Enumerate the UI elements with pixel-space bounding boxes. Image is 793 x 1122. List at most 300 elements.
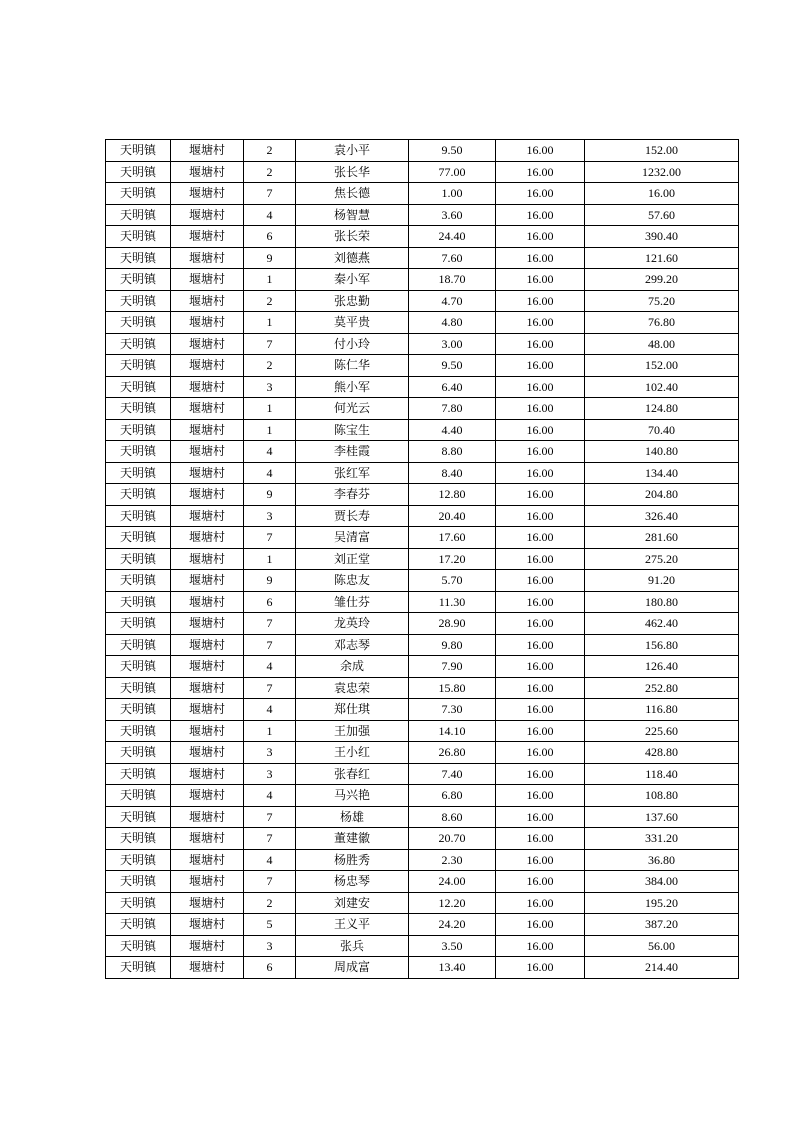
cell-group: 3: [244, 505, 296, 527]
cell-name: 杨智慧: [296, 204, 409, 226]
cell-unit-price: 16.00: [496, 376, 585, 398]
cell-group: 4: [244, 849, 296, 871]
cell-town: 天明镇: [106, 505, 171, 527]
cell-total: 225.60: [585, 720, 739, 742]
cell-quantity: 77.00: [409, 161, 496, 183]
cell-name: 杨雄: [296, 806, 409, 828]
cell-total: 124.80: [585, 398, 739, 420]
table-row: [106, 398, 739, 420]
table-row: [106, 333, 739, 355]
cell-group: 6: [244, 591, 296, 613]
cell-group: 7: [244, 613, 296, 635]
cell-town: 天明镇: [106, 527, 171, 549]
cell-group: 1: [244, 312, 296, 334]
cell-unit-price: 16.00: [496, 505, 585, 527]
cell-quantity: 26.80: [409, 742, 496, 764]
cell-name: 周成富: [296, 957, 409, 979]
cell-town: 天明镇: [106, 828, 171, 850]
cell-group: 7: [244, 527, 296, 549]
cell-quantity: 20.40: [409, 505, 496, 527]
cell-total: 152.00: [585, 140, 739, 162]
cell-quantity: 5.70: [409, 570, 496, 592]
cell-group: 7: [244, 871, 296, 893]
cell-town: 天明镇: [106, 333, 171, 355]
cell-total: 16.00: [585, 183, 739, 205]
table-row: [106, 247, 739, 269]
cell-unit-price: 16.00: [496, 634, 585, 656]
cell-total: 195.20: [585, 892, 739, 914]
cell-village: 堰塘村: [171, 763, 244, 785]
cell-village: 堰塘村: [171, 699, 244, 721]
cell-name: 余成: [296, 656, 409, 678]
cell-unit-price: 16.00: [496, 570, 585, 592]
cell-name: 刘建安: [296, 892, 409, 914]
cell-quantity: 9.50: [409, 355, 496, 377]
cell-unit-price: 16.00: [496, 656, 585, 678]
cell-group: 6: [244, 957, 296, 979]
cell-total: 462.40: [585, 613, 739, 635]
table-row: [106, 914, 739, 936]
cell-group: 3: [244, 763, 296, 785]
cell-name: 王小红: [296, 742, 409, 764]
cell-village: 堰塘村: [171, 204, 244, 226]
cell-group: 1: [244, 269, 296, 291]
cell-town: 天明镇: [106, 634, 171, 656]
cell-unit-price: 16.00: [496, 204, 585, 226]
cell-village: 堰塘村: [171, 398, 244, 420]
cell-town: 天明镇: [106, 613, 171, 635]
cell-name: 刘德燕: [296, 247, 409, 269]
cell-name: 王义平: [296, 914, 409, 936]
cell-group: 1: [244, 419, 296, 441]
cell-name: 张兵: [296, 935, 409, 957]
cell-total: 126.40: [585, 656, 739, 678]
cell-village: 堰塘村: [171, 806, 244, 828]
cell-name: 吴清富: [296, 527, 409, 549]
cell-quantity: 8.80: [409, 441, 496, 463]
cell-quantity: 8.60: [409, 806, 496, 828]
cell-quantity: 18.70: [409, 269, 496, 291]
table-row: [106, 548, 739, 570]
cell-quantity: 6.40: [409, 376, 496, 398]
table-row: [106, 140, 739, 162]
table-row: [106, 763, 739, 785]
table-row: [106, 527, 739, 549]
cell-town: 天明镇: [106, 226, 171, 248]
cell-total: 116.80: [585, 699, 739, 721]
cell-total: 428.80: [585, 742, 739, 764]
cell-village: 堰塘村: [171, 720, 244, 742]
cell-group: 7: [244, 828, 296, 850]
cell-total: 384.00: [585, 871, 739, 893]
cell-quantity: 7.30: [409, 699, 496, 721]
cell-village: 堰塘村: [171, 892, 244, 914]
cell-village: 堰塘村: [171, 484, 244, 506]
cell-total: 108.80: [585, 785, 739, 807]
cell-quantity: 15.80: [409, 677, 496, 699]
cell-name: 贾长寿: [296, 505, 409, 527]
cell-total: 137.60: [585, 806, 739, 828]
cell-quantity: 3.50: [409, 935, 496, 957]
cell-total: 75.20: [585, 290, 739, 312]
cell-quantity: 24.40: [409, 226, 496, 248]
cell-total: 91.20: [585, 570, 739, 592]
cell-village: 堰塘村: [171, 656, 244, 678]
cell-unit-price: 16.00: [496, 935, 585, 957]
cell-unit-price: 16.00: [496, 183, 585, 205]
cell-group: 1: [244, 548, 296, 570]
cell-unit-price: 16.00: [496, 247, 585, 269]
cell-total: 299.20: [585, 269, 739, 291]
cell-unit-price: 16.00: [496, 419, 585, 441]
cell-group: 2: [244, 161, 296, 183]
cell-town: 天明镇: [106, 935, 171, 957]
cell-group: 3: [244, 935, 296, 957]
table-row: [106, 785, 739, 807]
cell-group: 2: [244, 892, 296, 914]
cell-village: 堰塘村: [171, 677, 244, 699]
cell-unit-price: 16.00: [496, 957, 585, 979]
cell-total: 156.80: [585, 634, 739, 656]
cell-group: 4: [244, 699, 296, 721]
cell-village: 堰塘村: [171, 570, 244, 592]
cell-town: 天明镇: [106, 699, 171, 721]
cell-unit-price: 16.00: [496, 699, 585, 721]
cell-quantity: 7.40: [409, 763, 496, 785]
cell-village: 堰塘村: [171, 441, 244, 463]
cell-town: 天明镇: [106, 419, 171, 441]
cell-quantity: 4.40: [409, 419, 496, 441]
cell-unit-price: 16.00: [496, 226, 585, 248]
table-row: [106, 204, 739, 226]
table-row: [106, 419, 739, 441]
cell-village: 堰塘村: [171, 419, 244, 441]
cell-town: 天明镇: [106, 677, 171, 699]
cell-group: 9: [244, 570, 296, 592]
cell-village: 堰塘村: [171, 269, 244, 291]
cell-group: 2: [244, 355, 296, 377]
cell-village: 堰塘村: [171, 828, 244, 850]
cell-group: 7: [244, 634, 296, 656]
data-table: [105, 139, 739, 979]
cell-village: 堰塘村: [171, 914, 244, 936]
cell-village: 堰塘村: [171, 505, 244, 527]
cell-village: 堰塘村: [171, 935, 244, 957]
table-row: [106, 634, 739, 656]
cell-name: 袁小平: [296, 140, 409, 162]
cell-unit-price: 16.00: [496, 140, 585, 162]
cell-total: 275.20: [585, 548, 739, 570]
cell-town: 天明镇: [106, 656, 171, 678]
cell-quantity: 13.40: [409, 957, 496, 979]
cell-group: 4: [244, 441, 296, 463]
cell-name: 陈仁华: [296, 355, 409, 377]
cell-unit-price: 16.00: [496, 398, 585, 420]
cell-village: 堰塘村: [171, 613, 244, 635]
cell-group: 9: [244, 247, 296, 269]
cell-name: 陈宝生: [296, 419, 409, 441]
cell-town: 天明镇: [106, 871, 171, 893]
cell-village: 堰塘村: [171, 376, 244, 398]
cell-total: 102.40: [585, 376, 739, 398]
cell-town: 天明镇: [106, 763, 171, 785]
cell-village: 堰塘村: [171, 226, 244, 248]
cell-total: 36.80: [585, 849, 739, 871]
cell-unit-price: 16.00: [496, 527, 585, 549]
cell-quantity: 1.00: [409, 183, 496, 205]
table-row: [106, 161, 739, 183]
cell-group: 4: [244, 204, 296, 226]
cell-unit-price: 16.00: [496, 828, 585, 850]
table-row: [106, 828, 739, 850]
cell-village: 堰塘村: [171, 957, 244, 979]
cell-group: 4: [244, 656, 296, 678]
cell-quantity: 9.80: [409, 634, 496, 656]
cell-unit-price: 16.00: [496, 441, 585, 463]
cell-quantity: 7.60: [409, 247, 496, 269]
cell-unit-price: 16.00: [496, 892, 585, 914]
cell-unit-price: 16.00: [496, 914, 585, 936]
cell-unit-price: 16.00: [496, 462, 585, 484]
cell-unit-price: 16.00: [496, 785, 585, 807]
cell-town: 天明镇: [106, 161, 171, 183]
table-row: [106, 290, 739, 312]
cell-unit-price: 16.00: [496, 290, 585, 312]
cell-village: 堰塘村: [171, 140, 244, 162]
cell-town: 天明镇: [106, 591, 171, 613]
cell-name: 张长荣: [296, 226, 409, 248]
cell-quantity: 6.80: [409, 785, 496, 807]
cell-total: 326.40: [585, 505, 739, 527]
cell-town: 天明镇: [106, 140, 171, 162]
table-row: [106, 720, 739, 742]
cell-name: 张红军: [296, 462, 409, 484]
cell-total: 134.40: [585, 462, 739, 484]
table-body: [106, 140, 739, 979]
cell-town: 天明镇: [106, 548, 171, 570]
cell-name: 杨忠琴: [296, 871, 409, 893]
cell-name: 李春芬: [296, 484, 409, 506]
table-row: [106, 742, 739, 764]
cell-unit-price: 16.00: [496, 355, 585, 377]
cell-village: 堰塘村: [171, 634, 244, 656]
cell-town: 天明镇: [106, 914, 171, 936]
cell-name: 李桂霞: [296, 441, 409, 463]
cell-quantity: 3.00: [409, 333, 496, 355]
cell-quantity: 9.50: [409, 140, 496, 162]
cell-town: 天明镇: [106, 462, 171, 484]
table-row: [106, 892, 739, 914]
cell-group: 1: [244, 398, 296, 420]
cell-total: 214.40: [585, 957, 739, 979]
cell-village: 堰塘村: [171, 183, 244, 205]
cell-total: 70.40: [585, 419, 739, 441]
cell-group: 3: [244, 742, 296, 764]
cell-name: 张春红: [296, 763, 409, 785]
cell-group: 3: [244, 376, 296, 398]
cell-town: 天明镇: [106, 441, 171, 463]
cell-quantity: 4.70: [409, 290, 496, 312]
table-row: [106, 849, 739, 871]
table-row: [106, 355, 739, 377]
cell-village: 堰塘村: [171, 591, 244, 613]
cell-quantity: 20.70: [409, 828, 496, 850]
cell-group: 7: [244, 806, 296, 828]
cell-total: 204.80: [585, 484, 739, 506]
cell-total: 252.80: [585, 677, 739, 699]
cell-name: 刘正堂: [296, 548, 409, 570]
table-row: [106, 591, 739, 613]
cell-unit-price: 16.00: [496, 742, 585, 764]
cell-village: 堰塘村: [171, 333, 244, 355]
cell-name: 邓志琴: [296, 634, 409, 656]
cell-town: 天明镇: [106, 570, 171, 592]
cell-group: 2: [244, 140, 296, 162]
cell-village: 堰塘村: [171, 849, 244, 871]
cell-town: 天明镇: [106, 355, 171, 377]
cell-group: 1: [244, 720, 296, 742]
table-row: [106, 269, 739, 291]
cell-village: 堰塘村: [171, 742, 244, 764]
cell-name: 雏仕芬: [296, 591, 409, 613]
table-row: [106, 871, 739, 893]
cell-village: 堰塘村: [171, 312, 244, 334]
table-row: [106, 570, 739, 592]
cell-village: 堰塘村: [171, 785, 244, 807]
cell-quantity: 28.90: [409, 613, 496, 635]
cell-name: 何光云: [296, 398, 409, 420]
cell-group: 2: [244, 290, 296, 312]
cell-group: 4: [244, 462, 296, 484]
table-row: [106, 183, 739, 205]
cell-total: 140.80: [585, 441, 739, 463]
table-row: [106, 957, 739, 979]
cell-quantity: 12.20: [409, 892, 496, 914]
cell-total: 56.00: [585, 935, 739, 957]
table-row: [106, 462, 739, 484]
cell-unit-price: 16.00: [496, 720, 585, 742]
table-row: [106, 699, 739, 721]
table-row: [106, 376, 739, 398]
cell-quantity: 17.20: [409, 548, 496, 570]
cell-town: 天明镇: [106, 785, 171, 807]
cell-name: 龙英玲: [296, 613, 409, 635]
cell-town: 天明镇: [106, 312, 171, 334]
cell-town: 天明镇: [106, 892, 171, 914]
cell-group: 7: [244, 183, 296, 205]
cell-town: 天明镇: [106, 720, 171, 742]
cell-total: 57.60: [585, 204, 739, 226]
cell-unit-price: 16.00: [496, 806, 585, 828]
cell-name: 袁忠荣: [296, 677, 409, 699]
cell-town: 天明镇: [106, 204, 171, 226]
cell-village: 堰塘村: [171, 462, 244, 484]
cell-village: 堰塘村: [171, 355, 244, 377]
cell-village: 堰塘村: [171, 548, 244, 570]
cell-name: 付小玲: [296, 333, 409, 355]
cell-unit-price: 16.00: [496, 677, 585, 699]
cell-quantity: 14.10: [409, 720, 496, 742]
table-row: [106, 613, 739, 635]
cell-group: 5: [244, 914, 296, 936]
cell-total: 331.20: [585, 828, 739, 850]
cell-name: 马兴艳: [296, 785, 409, 807]
cell-name: 熊小军: [296, 376, 409, 398]
cell-unit-price: 16.00: [496, 333, 585, 355]
table-row: [106, 226, 739, 248]
cell-village: 堰塘村: [171, 527, 244, 549]
cell-town: 天明镇: [106, 183, 171, 205]
cell-total: 390.40: [585, 226, 739, 248]
cell-total: 76.80: [585, 312, 739, 334]
cell-town: 天明镇: [106, 398, 171, 420]
table-row: [106, 441, 739, 463]
table-row: [106, 677, 739, 699]
cell-unit-price: 16.00: [496, 312, 585, 334]
cell-town: 天明镇: [106, 269, 171, 291]
cell-unit-price: 16.00: [496, 613, 585, 635]
cell-unit-price: 16.00: [496, 269, 585, 291]
cell-quantity: 2.30: [409, 849, 496, 871]
cell-town: 天明镇: [106, 290, 171, 312]
cell-town: 天明镇: [106, 247, 171, 269]
cell-group: 7: [244, 333, 296, 355]
cell-name: 秦小军: [296, 269, 409, 291]
cell-name: 张长华: [296, 161, 409, 183]
cell-quantity: 12.80: [409, 484, 496, 506]
table-row: [106, 656, 739, 678]
cell-unit-price: 16.00: [496, 484, 585, 506]
cell-group: 9: [244, 484, 296, 506]
table-row: [106, 312, 739, 334]
cell-village: 堰塘村: [171, 247, 244, 269]
cell-group: 6: [244, 226, 296, 248]
table-row: [106, 806, 739, 828]
cell-village: 堰塘村: [171, 161, 244, 183]
cell-town: 天明镇: [106, 806, 171, 828]
cell-name: 杨胜秀: [296, 849, 409, 871]
cell-unit-price: 16.00: [496, 548, 585, 570]
cell-quantity: 24.20: [409, 914, 496, 936]
cell-quantity: 11.30: [409, 591, 496, 613]
cell-unit-price: 16.00: [496, 161, 585, 183]
cell-total: 152.00: [585, 355, 739, 377]
cell-total: 1232.00: [585, 161, 739, 183]
cell-town: 天明镇: [106, 742, 171, 764]
cell-town: 天明镇: [106, 376, 171, 398]
table-row: [106, 505, 739, 527]
cell-village: 堰塘村: [171, 871, 244, 893]
cell-village: 堰塘村: [171, 290, 244, 312]
table-row: [106, 935, 739, 957]
cell-town: 天明镇: [106, 484, 171, 506]
cell-quantity: 4.80: [409, 312, 496, 334]
cell-unit-price: 16.00: [496, 849, 585, 871]
cell-unit-price: 16.00: [496, 591, 585, 613]
cell-total: 121.60: [585, 247, 739, 269]
cell-quantity: 24.00: [409, 871, 496, 893]
cell-quantity: 7.90: [409, 656, 496, 678]
cell-group: 4: [244, 785, 296, 807]
cell-unit-price: 16.00: [496, 871, 585, 893]
cell-town: 天明镇: [106, 849, 171, 871]
cell-unit-price: 16.00: [496, 763, 585, 785]
cell-total: 118.40: [585, 763, 739, 785]
cell-name: 焦长德: [296, 183, 409, 205]
cell-quantity: 7.80: [409, 398, 496, 420]
table-row: [106, 484, 739, 506]
cell-town: 天明镇: [106, 957, 171, 979]
